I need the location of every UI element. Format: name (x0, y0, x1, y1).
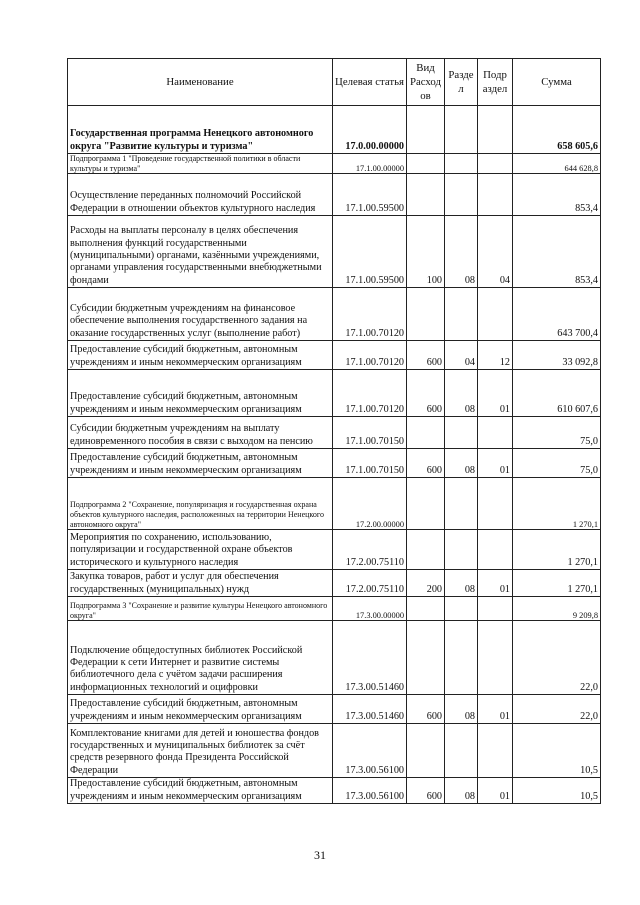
cell-section: 08 (445, 370, 478, 417)
cell-target-article: 17.3.00.00000 (333, 597, 407, 621)
cell-sum: 610 607,6 (513, 370, 601, 417)
header-expense-type: Вид Расход ов (407, 59, 445, 106)
cell-subsection (478, 174, 513, 216)
cell-name: Подпрограмма 2 "Сохранение, популяризация и государственная охрана объектов культурного наследия, расположенных на территории Ненецкого автономного округа" (68, 478, 333, 530)
cell-name: Подключение общедоступных библиотек Российской Федерации к сети Интернет и развитие системы библиотечного дела с учётом задачи расширения информационных технологий и оцифровки (68, 621, 333, 695)
cell-target-article: 17.2.00.00000 (333, 478, 407, 530)
cell-name: Предоставление субсидий бюджетным, автономным учреждениям и иным некоммерческим организациям (68, 695, 333, 724)
cell-section: 08 (445, 449, 478, 478)
cell-subsection: 01 (478, 695, 513, 724)
table-row (68, 621, 601, 695)
table-row (68, 154, 601, 174)
header-subsection: Подр аздел (478, 59, 513, 106)
cell-target-article: 17.1.00.59500 (333, 216, 407, 288)
cell-name: Комплектование книгами для детей и юношества фондов государственных и муниципальных библиотек за счёт средств резервного фонда Президента Российской Федерации (68, 724, 333, 778)
cell-sum: 853,4 (513, 216, 601, 288)
cell-expense-type: 600 (407, 341, 445, 370)
table-row (68, 449, 601, 478)
header-target-article: Целевая статья (333, 59, 407, 106)
cell-name: Подпрограмма 1 "Проведение государственной политики в области культуры и туризма" (68, 154, 333, 174)
header-section: Разде л (445, 59, 478, 106)
cell-expense-type (407, 288, 445, 341)
cell-expense-type: 600 (407, 370, 445, 417)
cell-expense-type (407, 597, 445, 621)
table-row (68, 778, 601, 804)
cell-name: Предоставление субсидий бюджетным, автономным учреждениям и иным некоммерческим организациям (68, 370, 333, 417)
header-name: Наименование (68, 59, 333, 106)
cell-sum: 33 092,8 (513, 341, 601, 370)
table-row (68, 216, 601, 288)
cell-section: 04 (445, 341, 478, 370)
cell-expense-type: 100 (407, 216, 445, 288)
cell-target-article: 17.1.00.00000 (333, 154, 407, 174)
cell-expense-type (407, 621, 445, 695)
cell-subsection: 12 (478, 341, 513, 370)
cell-target-article: 17.3.00.56100 (333, 778, 407, 804)
cell-sum: 658 605,6 (513, 106, 601, 154)
cell-target-article: 17.1.00.70120 (333, 341, 407, 370)
cell-sum: 853,4 (513, 174, 601, 216)
cell-expense-type (407, 417, 445, 449)
cell-target-article: 17.1.00.70150 (333, 417, 407, 449)
cell-subsection: 01 (478, 570, 513, 597)
cell-expense-type: 200 (407, 570, 445, 597)
cell-expense-type (407, 724, 445, 778)
cell-sum: 22,0 (513, 695, 601, 724)
cell-name: Подпрограмма 3 "Сохранение и развитие культуры Ненецкого автономного округа" (68, 597, 333, 621)
cell-target-article: 17.1.00.70150 (333, 449, 407, 478)
cell-sum: 10,5 (513, 778, 601, 804)
cell-subsection (478, 417, 513, 449)
cell-expense-type (407, 530, 445, 570)
table-row (68, 370, 601, 417)
cell-section (445, 174, 478, 216)
cell-expense-type (407, 478, 445, 530)
table-row (68, 417, 601, 449)
cell-subsection (478, 478, 513, 530)
cell-subsection (478, 154, 513, 174)
cell-sum: 1 270,1 (513, 478, 601, 530)
cell-target-article: 17.2.00.75110 (333, 530, 407, 570)
cell-expense-type (407, 174, 445, 216)
page-number: 31 (314, 848, 326, 862)
cell-subsection: 01 (478, 449, 513, 478)
cell-subsection (478, 106, 513, 154)
cell-section: 08 (445, 570, 478, 597)
cell-target-article: 17.1.00.59500 (333, 174, 407, 216)
cell-subsection (478, 724, 513, 778)
header-sum: Сумма (513, 59, 601, 106)
table-row (68, 174, 601, 216)
cell-name: Расходы на выплаты персоналу в целях обеспечения выполнения функций государственными (муниципальными) органами, казёнными учреждениями, органами управления государственными внебюджетными фондами (68, 216, 333, 288)
cell-expense-type: 600 (407, 695, 445, 724)
cell-section (445, 597, 478, 621)
cell-target-article: 17.1.00.70120 (333, 288, 407, 341)
table-row (68, 478, 601, 530)
cell-expense-type (407, 106, 445, 154)
cell-section (445, 530, 478, 570)
cell-sum: 75,0 (513, 449, 601, 478)
cell-sum: 22,0 (513, 621, 601, 695)
table-row (68, 530, 601, 570)
cell-sum: 644 628,8 (513, 154, 601, 174)
cell-name: Осуществление переданных полномочий Российской Федерации в отношении объектов культурного наследия (68, 174, 333, 216)
cell-section: 08 (445, 216, 478, 288)
cell-target-article: 17.2.00.75110 (333, 570, 407, 597)
table-header-row (68, 59, 601, 106)
cell-subsection (478, 597, 513, 621)
cell-target-article: 17.3.00.56100 (333, 724, 407, 778)
cell-expense-type: 600 (407, 778, 445, 804)
cell-section (445, 621, 478, 695)
cell-name: Мероприятия по сохранению, использованию, популяризации и государственной охране объектов исторического и культурного наследия (68, 530, 333, 570)
cell-section (445, 724, 478, 778)
cell-subsection (478, 530, 513, 570)
cell-expense-type: 600 (407, 449, 445, 478)
cell-target-article: 17.0.00.00000 (333, 106, 407, 154)
table-row (68, 597, 601, 621)
cell-section (445, 288, 478, 341)
cell-sum: 1 270,1 (513, 570, 601, 597)
cell-subsection: 01 (478, 370, 513, 417)
cell-name: Субсидии бюджетным учреждениям на финансовое обеспечение выполнения государственного задания на оказание государственных услуг (выполнение работ) (68, 288, 333, 341)
cell-subsection (478, 288, 513, 341)
cell-section: 08 (445, 695, 478, 724)
cell-name: Закупка товаров, работ и услуг для обеспечения государственных (муниципальных) нужд (68, 570, 333, 597)
table-row (68, 341, 601, 370)
cell-section (445, 478, 478, 530)
cell-expense-type (407, 154, 445, 174)
cell-section (445, 106, 478, 154)
cell-sum: 1 270,1 (513, 530, 601, 570)
cell-name: Предоставление субсидий бюджетным, автономным учреждениям и иным некоммерческим организациям (68, 778, 333, 804)
cell-name: Предоставление субсидий бюджетным, автономным учреждениям и иным некоммерческим организациям (68, 341, 333, 370)
cell-subsection: 04 (478, 216, 513, 288)
table-row (68, 288, 601, 341)
cell-sum: 75,0 (513, 417, 601, 449)
cell-section: 08 (445, 778, 478, 804)
cell-sum: 10,5 (513, 724, 601, 778)
cell-target-article: 17.3.00.51460 (333, 621, 407, 695)
budget-table (67, 58, 601, 804)
cell-sum: 9 209,8 (513, 597, 601, 621)
cell-target-article: 17.3.00.51460 (333, 695, 407, 724)
cell-name: Государственная программа Ненецкого автономного округа "Развитие культуры и туризма" (68, 106, 333, 154)
cell-name: Субсидии бюджетным учреждениям на выплату единовременного пособия в связи с выходом на пенсию (68, 417, 333, 449)
table-row (68, 695, 601, 724)
cell-subsection: 01 (478, 778, 513, 804)
cell-name: Предоставление субсидий бюджетным, автономным учреждениям и иным некоммерческим организациям (68, 449, 333, 478)
cell-subsection (478, 621, 513, 695)
cell-section (445, 154, 478, 174)
table-row (68, 724, 601, 778)
cell-target-article: 17.1.00.70120 (333, 370, 407, 417)
table-row (68, 570, 601, 597)
cell-sum: 643 700,4 (513, 288, 601, 341)
cell-section (445, 417, 478, 449)
table-row (68, 106, 601, 154)
